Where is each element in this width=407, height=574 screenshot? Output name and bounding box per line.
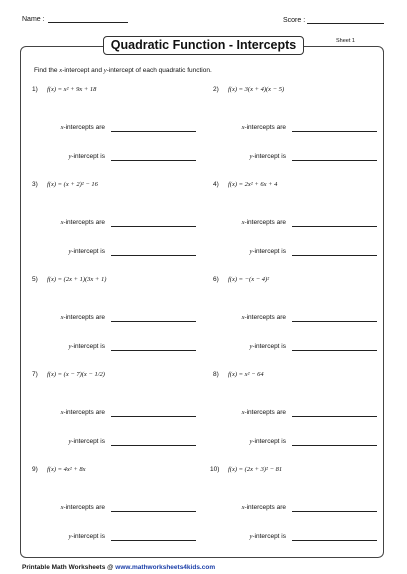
y-intercept-label: -intercept is [71, 533, 105, 540]
worksheet-title: Quadratic Function - Intercepts [103, 36, 304, 55]
name-label: Name : [22, 16, 45, 23]
score-field[interactable] [283, 15, 384, 24]
y-intercept-answer [226, 438, 286, 445]
problem-1 [32, 86, 212, 176]
name-field[interactable] [22, 14, 128, 23]
problem-5 [32, 276, 212, 366]
x-intercepts-label: -intercepts are [244, 219, 286, 226]
y-intercept-answer [45, 153, 105, 160]
y-intercept-label: -intercept is [252, 343, 286, 350]
y-var: y [249, 248, 253, 255]
x-var: x [60, 314, 64, 321]
y-intercept-line[interactable] [111, 255, 196, 256]
problem-9 [32, 466, 212, 556]
y-intercept-label: -intercept is [252, 533, 286, 540]
x-var: x [60, 409, 64, 416]
y-intercept-label: -intercept is [71, 248, 105, 255]
x-var: x [60, 124, 64, 131]
y-intercept-label: -intercept is [71, 438, 105, 445]
problem-8 [213, 371, 393, 461]
x-intercepts-answer [45, 314, 105, 321]
problem-3 [32, 181, 212, 271]
x-intercepts-line[interactable] [292, 416, 377, 417]
sheet-label: Sheet 1 [336, 38, 355, 44]
problem-2 [213, 86, 393, 176]
problem-function: f(x) = 4x² + 8x [47, 466, 86, 473]
x-intercepts-line[interactable] [292, 131, 377, 132]
x-intercepts-label: -intercepts are [63, 219, 105, 226]
y-intercept-line[interactable] [292, 350, 377, 351]
y-intercept-answer [45, 533, 105, 540]
y-var: y [249, 153, 253, 160]
score-label: Score : [283, 17, 306, 24]
y-intercept-line[interactable] [292, 540, 377, 541]
y-intercept-label: -intercept is [71, 343, 105, 350]
problem-function: f(x) = 3(x + 4)(x − 5) [228, 86, 285, 93]
y-intercept-label: -intercept is [252, 248, 286, 255]
x-intercepts-answer [226, 219, 286, 226]
instructions-text-2: -intercept and [62, 67, 104, 74]
footer-site-link[interactable]: www.mathworksheets4kids.com [115, 564, 216, 571]
y-var: y [68, 153, 72, 160]
problem-number: 10) [210, 466, 220, 473]
x-intercepts-label: -intercepts are [244, 124, 286, 131]
problem-number: 8) [213, 371, 219, 378]
x-intercepts-answer [226, 124, 286, 131]
y-intercept-line[interactable] [111, 445, 196, 446]
x-intercepts-line[interactable] [111, 416, 196, 417]
x-intercepts-line[interactable] [292, 226, 377, 227]
y-intercept-answer [226, 343, 286, 350]
x-intercepts-line[interactable] [111, 511, 196, 512]
problem-function: f(x) = −(x − 4)² [228, 276, 270, 283]
problem-6 [213, 276, 393, 366]
problem-7 [32, 371, 212, 461]
problem-number: 7) [32, 371, 38, 378]
y-intercept-answer [226, 248, 286, 255]
y-var: y [68, 533, 72, 540]
problem-10 [210, 466, 390, 556]
problem-function: f(x) = x² + 9x + 18 [47, 86, 97, 93]
y-var: y [249, 533, 253, 540]
instructions-text-1: Find the [34, 67, 60, 74]
x-intercepts-line[interactable] [111, 226, 196, 227]
instructions-y: y [103, 67, 107, 74]
x-intercepts-label: -intercepts are [63, 314, 105, 321]
y-intercept-answer [226, 533, 286, 540]
x-var: x [241, 124, 245, 131]
footer-lead: Printable Math Worksheets @ [22, 564, 116, 571]
score-input-line[interactable] [307, 15, 384, 24]
x-intercepts-answer [226, 409, 286, 416]
name-input-line[interactable] [48, 14, 128, 23]
y-var: y [68, 343, 72, 350]
y-intercept-line[interactable] [111, 160, 196, 161]
x-intercepts-label: -intercepts are [244, 504, 286, 511]
x-var: x [60, 219, 64, 226]
problem-function: f(x) = (x − 7)(x − 1/2) [47, 371, 105, 378]
problem-number: 3) [32, 181, 38, 188]
y-intercept-answer [45, 438, 105, 445]
x-intercepts-answer [45, 409, 105, 416]
y-intercept-line[interactable] [292, 255, 377, 256]
x-intercepts-answer [226, 314, 286, 321]
y-intercept-label: -intercept is [252, 153, 286, 160]
y-intercept-line[interactable] [111, 540, 196, 541]
x-var: x [60, 504, 64, 511]
y-var: y [68, 248, 72, 255]
x-intercepts-label: -intercepts are [63, 124, 105, 131]
x-intercepts-line[interactable] [111, 321, 196, 322]
problem-number: 1) [32, 86, 38, 93]
y-intercept-answer [226, 153, 286, 160]
y-var: y [68, 438, 72, 445]
x-var: x [241, 504, 245, 511]
problem-number: 2) [213, 86, 219, 93]
y-intercept-label: -intercept is [252, 438, 286, 445]
problem-number: 4) [213, 181, 219, 188]
problem-number: 9) [32, 466, 38, 473]
problem-function: f(x) = 2x² + 6x + 4 [228, 181, 278, 188]
y-intercept-line[interactable] [292, 445, 377, 446]
y-intercept-line[interactable] [111, 350, 196, 351]
y-intercept-line[interactable] [292, 160, 377, 161]
footer [22, 564, 215, 571]
x-var: x [241, 409, 245, 416]
x-var: x [241, 314, 245, 321]
instructions-text-3: -intercept of each quadratic function. [106, 67, 212, 74]
y-intercept-answer [45, 343, 105, 350]
x-intercepts-answer [226, 504, 286, 511]
x-intercepts-answer [45, 124, 105, 131]
x-intercepts-answer [45, 219, 105, 226]
x-intercepts-label: -intercepts are [63, 409, 105, 416]
problem-number: 5) [32, 276, 38, 283]
x-intercepts-label: -intercepts are [63, 504, 105, 511]
y-var: y [249, 438, 253, 445]
problem-number: 6) [213, 276, 219, 283]
x-intercepts-line[interactable] [292, 511, 377, 512]
x-intercepts-line[interactable] [292, 321, 377, 322]
instructions [34, 67, 212, 74]
problem-function: f(x) = x² − 64 [228, 371, 264, 378]
problem-function: f(x) = (2x + 1)(3x + 1) [47, 276, 107, 283]
instructions-x: x [59, 67, 63, 74]
x-var: x [241, 219, 245, 226]
problem-4 [213, 181, 393, 271]
y-var: y [249, 343, 253, 350]
y-intercept-label: -intercept is [71, 153, 105, 160]
x-intercepts-line[interactable] [111, 131, 196, 132]
x-intercepts-label: -intercepts are [244, 314, 286, 321]
problem-function: f(x) = (2x + 3)² − 81 [228, 466, 283, 473]
x-intercepts-label: -intercepts are [244, 409, 286, 416]
y-intercept-answer [45, 248, 105, 255]
x-intercepts-answer [45, 504, 105, 511]
problem-function: f(x) = (x + 2)² − 16 [47, 181, 98, 188]
